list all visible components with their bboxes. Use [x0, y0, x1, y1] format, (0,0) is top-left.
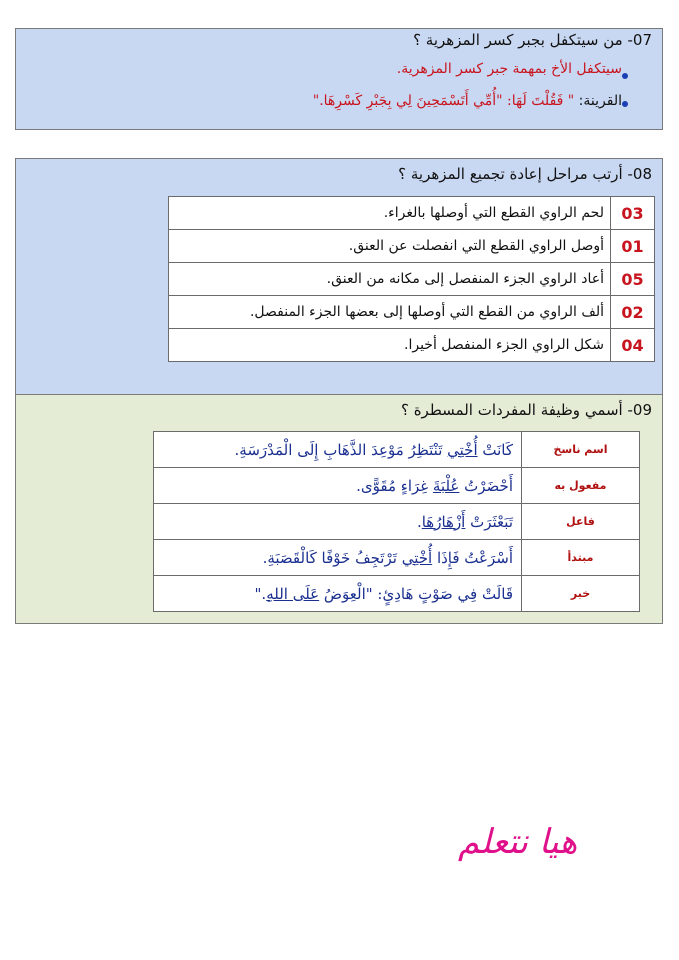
table-row — [169, 197, 655, 230]
q09-table — [153, 431, 640, 612]
table-row — [154, 468, 640, 504]
q07-section — [15, 28, 663, 130]
q07-answer: سيتكفل الأخ بمهمة جبر كسر المزهرية. — [396, 61, 622, 77]
underlined-word: أَزْهَارُهَا — [421, 512, 466, 531]
q07-evidence — [313, 93, 622, 109]
q09-role: اسم ناسخ — [522, 432, 640, 468]
q09-role: خبر — [522, 576, 640, 612]
q08-step-text: أوصل الراوي القطع التي انفصلت عن العنق. — [169, 230, 611, 263]
bullet-icon — [622, 73, 628, 79]
q09-sentence: قَالَتْ فِي صَوْتٍ هَادِئٍ: "الْعِوَضُ عَلَى اللهِ." — [154, 576, 522, 612]
underlined-word: عُلْبَةَ — [432, 476, 460, 495]
underlined-word: أُخْتِي — [401, 548, 433, 567]
q09-role: فاعل — [522, 504, 640, 540]
q08-step-text: أعاد الراوي الجزء المنفصل إلى مكانه من العنق. — [169, 263, 611, 296]
q08-step-text: شكل الراوي الجزء المنفصل أخيرا. — [169, 329, 611, 362]
signature-text: هيا نتعلم — [458, 822, 578, 862]
q08-step-number: 04 — [611, 329, 655, 362]
q09-title: 09- أسمي وظيفة المفردات المسطرة ؟ — [400, 401, 652, 419]
table-row — [169, 263, 655, 296]
table-row — [169, 230, 655, 263]
q09-role: مفعول به — [522, 468, 640, 504]
q08-table — [168, 196, 655, 362]
q07-title: 07- من سيتكفل بجبر كسر المزهرية ؟ — [413, 31, 652, 49]
q08-step-number: 05 — [611, 263, 655, 296]
table-row — [154, 540, 640, 576]
table-row — [154, 432, 640, 468]
table-row — [154, 576, 640, 612]
q09-sentence: تَبَعْثَرَتْ أَزْهَارُهَا. — [154, 504, 522, 540]
q09-sentence: كَانَتْ أُخْتِي تَنْتَظِرُ مَوْعِدَ الذَّهَابِ إِلَى الْمَدْرَسَةِ. — [154, 432, 522, 468]
q07-evidence-label: القرينة: — [574, 93, 622, 109]
q09-sentence: أَسْرَعْتُ فَإِذَا أُخْتِي تَرْتَجِفُ خَوْفًا كَالْقَصَبَةِ. — [154, 540, 522, 576]
underlined-word: عَلَى اللهِ — [266, 584, 320, 603]
q08-step-number: 01 — [611, 230, 655, 263]
q08-section — [15, 158, 663, 396]
table-row — [169, 296, 655, 329]
q07-evidence-quote: " فَقُلْتَ لَهَا: "أُمِّي أَتَسْمَحِينَ لِي بِجَبْرِ كَسْرِهَا." — [312, 93, 575, 109]
q08-step-text: لحم الراوي القطع التي أوصلها بالغراء. — [169, 197, 611, 230]
underlined-word: أُخْتِي — [447, 440, 478, 459]
q08-step-number: 03 — [611, 197, 655, 230]
bullet-icon — [622, 101, 628, 107]
q09-section — [15, 394, 663, 624]
q09-sentence: أَحْضَرْتُ عُلْبَةَ غِرَاءٍ مُقَوًّى. — [154, 468, 522, 504]
q09-role: مبتدأ — [522, 540, 640, 576]
table-row — [154, 504, 640, 540]
q08-step-text: ألف الراوي من القطع التي أوصلها إلى بعضها الجزء المنفصل. — [169, 296, 611, 329]
q08-step-number: 02 — [611, 296, 655, 329]
q08-title: 08- أرتب مراحل إعادة تجميع المزهرية ؟ — [398, 165, 652, 183]
table-row — [169, 329, 655, 362]
